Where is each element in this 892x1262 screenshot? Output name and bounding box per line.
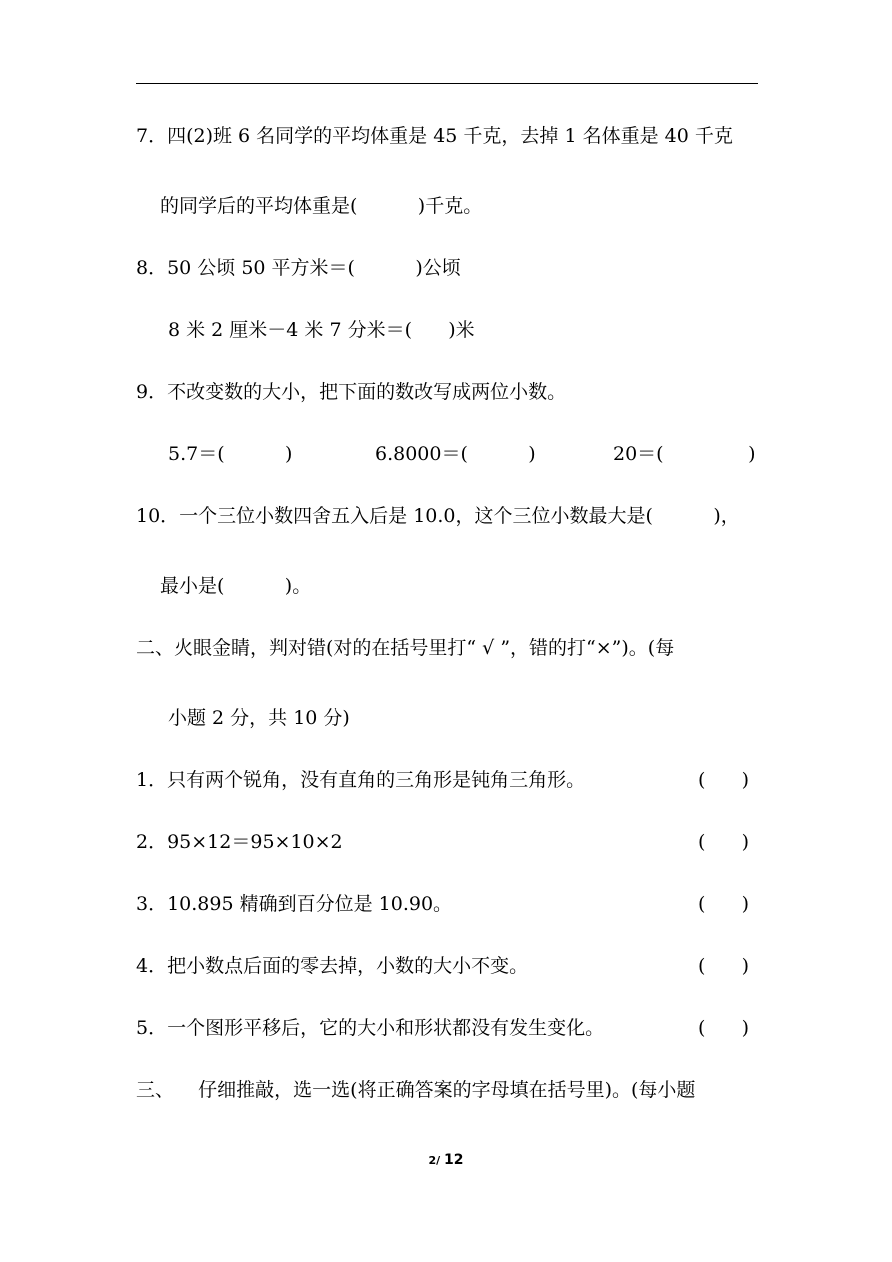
judge-item-1: 1．只有两个锐角，没有直角的三角形是钝角三角形。 <box>136 769 586 791</box>
judge-item-2: 2．95×12＝95×10×2 <box>136 831 343 853</box>
section2-title-line1: 二、火眼金睛，判对错(对的在括号里打“ √ ”，错的打“×”)。(每 <box>136 637 675 659</box>
q9-item3: 20＝( ) <box>613 443 756 465</box>
q7-line2: 的同学后的平均体重是( )千克。 <box>160 195 483 217</box>
section3-title-line1: 三、 仔细推敲，选一选(将正确答案的字母填在括号里)。(每小题 <box>136 1079 696 1101</box>
page-current: 2 <box>428 1154 437 1167</box>
judge-answer-5: ( ) <box>698 1017 750 1039</box>
judge-item-5: 5．一个图形平移后，它的大小和形状都没有发生变化。 <box>136 1017 605 1039</box>
judge-item-3: 3．10.895 精确到百分位是 10.90。 <box>136 893 453 915</box>
section2-title-line2: 小题 2 分，共 10 分) <box>168 707 350 729</box>
judge-answer-1: ( ) <box>698 769 750 791</box>
page-separator: / <box>436 1154 445 1167</box>
judge-answer-4: ( ) <box>698 955 750 977</box>
judge-answer-3: ( ) <box>698 893 750 915</box>
judge-item-4: 4．把小数点后面的零去掉，小数的大小不变。 <box>136 955 529 977</box>
page-number <box>0 1152 892 1168</box>
q8-line1: 8．50 公顷 50 平方米＝( )公顷 <box>136 257 461 279</box>
q8-line2: 8 米 2 厘米－4 米 7 分米＝( )米 <box>168 319 475 341</box>
page-total: 12 <box>444 1152 464 1168</box>
q9-item2: 6.8000＝( ) <box>375 443 536 465</box>
q10-line1: 10．一个三位小数四舍五入后是 10.0，这个三位小数最大是( )， <box>136 505 740 527</box>
header-rule <box>136 83 758 84</box>
q10-line2: 最小是( )。 <box>160 575 312 597</box>
judge-answer-2: ( ) <box>698 831 750 853</box>
q7-line1: 7．四(2)班 6 名同学的平均体重是 45 千克，去掉 1 名体重是 40 千克 <box>136 125 733 147</box>
q9-item1: 5.7＝( ) <box>168 443 293 465</box>
q9-line1: 9．不改变数的大小，把下面的数改写成两位小数。 <box>136 381 567 403</box>
